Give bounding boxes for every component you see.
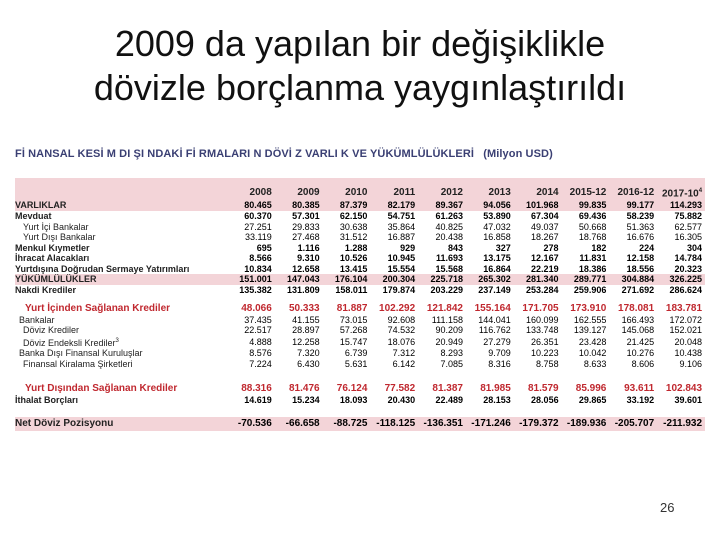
value-cell: 20.048 [674,336,703,347]
value-cell: 15.234 [292,394,320,405]
value-cell: 18.076 [387,336,416,347]
row-label [15,253,227,264]
value-cell: 87.379 [323,200,371,211]
page-number: 26 [660,500,675,515]
table-caption-text: Fİ NANSAL KESİ M DI ŞI NDAKİ Fİ RMALARI N DÖVİ Z VARLI K VE YÜKÜMLÜLÜKLERİ [15,148,475,160]
value-cell: 69.436 [578,210,607,221]
value-cell: 253.284 [526,285,559,296]
row-label [15,395,227,406]
value-cell: 7.224 [249,359,272,370]
value-cell: 16.858 [483,232,511,243]
value-cell: 929 [400,242,416,253]
header-label-cell [15,185,227,200]
value-cell: -211.932 [657,417,705,431]
value-cell: 26.351 [531,336,559,347]
value-cell: 20.949 [435,336,463,347]
value-cell: 18.768 [578,232,607,243]
year-header: 2016-12 [609,185,657,200]
value-cell: 29.833 [292,221,320,232]
value-cell: 9.709 [488,348,511,359]
year-header-row [15,185,705,200]
row-label [15,336,227,349]
value-cell: -118.125 [370,417,418,431]
value-cell: 11.693 [435,253,463,264]
value-cell: -205.707 [609,417,657,431]
value-cell: 37.435 [244,314,272,325]
value-cell: 151.001 [227,274,275,285]
value-cell: 152.021 [669,325,703,336]
value-cell: 15.747 [339,336,368,347]
value-cell: 15.568 [435,263,463,274]
year-header: 2012 [418,185,466,200]
value-cell: 102.843 [665,382,703,394]
row-label-text: Yurt İçinden Sağlanan Krediler [25,302,171,314]
table-row [15,243,705,254]
value-cell: 28.056 [531,394,559,405]
value-cell: 8.606 [631,359,655,370]
row-label-text: Bankalar [19,314,55,325]
value-cell: 178.081 [618,302,655,314]
row-label-text: Döviz Krediler [23,325,80,336]
value-cell: 111.158 [431,314,463,325]
value-cell: 160.099 [526,314,559,325]
value-cell: 101.968 [514,200,562,211]
value-cell: 13.175 [483,253,511,264]
value-cell: 14.784 [674,253,703,264]
value-cell: 18.267 [531,232,559,243]
value-cell: 114.293 [657,200,705,211]
row-label-text: Yurt Dışı Bankalar [23,232,96,243]
value-cell: 259.906 [573,285,607,296]
value-cell: 49.037 [531,221,559,232]
header-band [15,178,705,185]
table-row [15,264,705,275]
value-cell: 20.430 [387,394,416,405]
value-cell: 10.223 [531,348,559,359]
table-row [15,285,705,296]
value-cell: 81.579 [527,382,559,394]
year-header: 2010 [323,185,371,200]
value-cell: 304 [687,242,703,253]
value-cell: 155.164 [474,302,511,314]
row-label [15,315,227,326]
value-cell: 281.340 [514,274,562,285]
table-row [15,315,705,326]
value-cell: -66.658 [275,417,323,431]
value-cell: 90.209 [435,325,463,336]
value-cell: 10.945 [387,253,416,264]
value-cell: 18.093 [339,394,368,405]
value-cell: -171.246 [466,417,514,431]
value-cell: 99.177 [609,200,657,211]
value-cell: 7.085 [440,359,463,370]
row-label [15,243,227,254]
value-cell: 10.834 [244,263,272,274]
value-cell: 144.041 [478,314,511,325]
row-label-text: Nakdi Krediler [15,285,77,296]
value-cell: 27.468 [292,232,320,243]
value-cell: 20.438 [435,232,463,243]
value-cell: 57.301 [292,210,320,221]
table-row [15,417,705,431]
slide-title-line-2: dövizle borçlanma yaygınlaştırıldı [93,67,627,108]
value-cell: 10.042 [578,348,607,359]
value-cell: 48.066 [241,302,272,314]
row-label-text: İhracat Alacakları [15,253,90,264]
year-header: 2014 [514,185,562,200]
value-cell: 81.476 [289,382,320,394]
value-cell: 80.385 [275,200,323,211]
row-label-text: Yurt İçi Bankalar [23,221,89,232]
spacer [15,405,705,417]
value-cell: 39.601 [674,394,703,405]
value-cell: 237.149 [478,285,511,296]
table-caption [15,148,715,160]
value-cell: 22.489 [435,394,463,405]
value-cell: 183.781 [665,302,703,314]
value-cell: 92.608 [387,314,416,325]
row-label-text: Banka Dışı Finansal Kuruluşlar [19,348,143,359]
value-cell: 13.415 [339,263,368,274]
value-cell: 54.751 [387,210,416,221]
value-cell: 15.554 [387,263,416,274]
value-cell: 8.316 [488,359,511,370]
table-unit: (Milyon USD) [483,148,553,160]
value-cell: 30.638 [339,221,368,232]
table-row [15,253,705,264]
row-label [15,348,227,359]
row-label-text: Yurtdışına Doğrudan Sermaye Yatırımları [15,263,190,274]
value-cell: 121.842 [426,302,463,314]
value-cell: 7.320 [297,348,320,359]
row-label [15,382,227,395]
value-cell: 147.043 [275,274,323,285]
row-label-text: İthalat Borçları [15,394,79,405]
year-header: 2013 [466,185,514,200]
value-cell: 33.192 [626,394,655,405]
table-row [15,382,705,395]
value-cell: 88.316 [241,382,272,394]
value-cell: 77.582 [384,382,416,394]
value-cell: 33.119 [244,232,272,243]
value-cell: -189.936 [562,417,610,431]
value-cell: 176.104 [323,274,371,285]
row-label [15,211,227,222]
value-cell: 50.333 [289,302,320,314]
value-cell: 10.276 [626,348,655,359]
value-cell: 29.865 [578,394,607,405]
value-cell: -70.536 [227,417,275,431]
table-row [15,232,705,243]
value-cell: -88.725 [323,417,371,431]
value-cell: 12.167 [531,253,559,264]
table-row [15,336,705,349]
table-row [15,222,705,233]
value-cell: -179.372 [514,417,562,431]
row-label [15,325,227,336]
value-cell: 21.425 [626,336,655,347]
value-cell: 6.430 [297,359,320,370]
value-cell: 225.718 [418,274,466,285]
value-cell: 6.739 [344,348,368,359]
value-cell: 82.179 [370,200,418,211]
table-row [15,359,705,370]
value-cell: 1.288 [344,242,368,253]
value-cell: 22.219 [531,263,559,274]
value-cell: 47.032 [483,221,511,232]
year-header: 2015-12 [562,185,610,200]
value-cell: 75.882 [674,210,703,221]
value-cell: 50.668 [578,221,607,232]
table-row [15,302,705,315]
value-cell: 9.106 [679,359,703,370]
slide-title-line-1: 2009 da yapılan bir değişiklikle [114,23,606,64]
value-cell: 224 [639,242,655,253]
row-label [15,417,227,431]
value-cell: 10.438 [674,348,703,359]
value-cell: 18.386 [578,263,607,274]
value-cell: 85.996 [575,382,607,394]
value-cell: 81.887 [336,302,368,314]
value-cell: 8.566 [249,253,272,264]
row-label [15,232,227,243]
value-cell: 10.526 [339,253,368,264]
value-cell: 73.015 [339,314,368,325]
value-cell: 53.890 [483,210,511,221]
table-row [15,348,705,359]
value-cell: 12.258 [292,336,320,347]
table-row [15,274,705,285]
value-cell: 695 [256,242,272,253]
value-cell: 166.493 [621,314,655,325]
value-cell: 265.302 [466,274,514,285]
value-cell: 8.576 [249,348,272,359]
table-row [15,200,705,211]
value-cell: 51.363 [626,221,655,232]
value-cell: 304.884 [609,274,657,285]
value-cell: 16.864 [483,263,511,274]
value-cell: 60.370 [244,210,272,221]
row-label-text: Menkul Kıymetler [15,242,90,253]
value-cell: 172.072 [669,314,703,325]
row-label-text: Net Döviz Pozisyonu [15,418,114,430]
value-cell: 31.512 [339,232,368,243]
value-cell: 278 [543,242,559,253]
value-cell: 61.263 [435,210,463,221]
value-cell: 12.158 [626,253,655,264]
value-cell: 843 [447,242,463,253]
value-cell: 62.150 [339,210,368,221]
row-label-text: Mevduat [15,210,52,221]
row-label [15,264,227,275]
value-cell: 28.153 [483,394,511,405]
value-cell: 41.155 [292,314,320,325]
value-cell: 326.225 [657,274,705,285]
value-cell: -136.351 [418,417,466,431]
fx-position-table [15,178,705,431]
value-cell: 14.619 [244,394,272,405]
row-label-note: 3 [115,337,119,344]
value-cell: 27.279 [483,336,511,347]
value-cell: 133.748 [526,325,559,336]
value-cell: 11.831 [579,253,607,264]
table-row [15,395,705,406]
value-cell: 135.382 [239,285,272,296]
value-cell: 89.367 [418,200,466,211]
value-cell: 171.705 [522,302,559,314]
value-cell: 16.305 [674,232,703,243]
value-cell: 8.293 [440,348,463,359]
value-cell: 179.874 [382,285,416,296]
value-cell: 6.142 [392,359,416,370]
value-cell: 1.116 [297,242,320,253]
value-cell: 271.692 [621,285,655,296]
row-label-text: YÜKÜMLÜLÜKLER [15,274,97,285]
value-cell: 131.809 [287,285,320,296]
value-cell: 182 [591,242,607,253]
value-cell: 67.304 [531,210,559,221]
row-label-text: Döviz Endeksli Krediler [23,337,116,348]
row-label-text: Finansal Kiralama Şirketleri [23,359,133,370]
value-cell: 286.624 [669,285,703,296]
value-cell: 58.239 [626,210,655,221]
value-cell: 16.887 [387,232,416,243]
row-label [15,274,227,285]
value-cell: 7.312 [392,348,416,359]
value-cell: 162.555 [573,314,607,325]
value-cell: 28.897 [292,325,320,336]
value-cell: 23.428 [578,336,607,347]
table-row [15,325,705,336]
value-cell: 74.532 [387,325,416,336]
value-cell: 27.251 [244,221,272,232]
value-cell: 40.825 [435,221,463,232]
value-cell: 9.310 [297,253,320,264]
value-cell: 5.631 [344,359,368,370]
value-cell: 81.387 [432,382,463,394]
value-cell: 62.577 [674,221,703,232]
value-cell: 57.268 [339,325,368,336]
value-cell: 173.910 [570,302,607,314]
row-label [15,285,227,296]
table-row [15,211,705,222]
year-header [657,185,705,200]
year-header: 2009 [275,185,323,200]
value-cell: 16.676 [626,232,655,243]
value-cell: 94.056 [466,200,514,211]
value-cell: 139.127 [573,325,607,336]
slide-title [0,22,720,110]
spacer [15,370,705,382]
value-cell: 80.465 [227,200,275,211]
value-cell: 81.985 [480,382,511,394]
value-cell: 102.292 [379,302,416,314]
year-header: 2008 [227,185,275,200]
value-cell: 289.771 [562,274,610,285]
year-header-text: 2017-10 [662,188,699,200]
value-cell: 18.556 [626,263,655,274]
row-label [15,302,227,315]
value-cell: 158.011 [335,285,368,296]
row-label [15,222,227,233]
year-header: 2011 [370,185,418,200]
value-cell: 8.633 [583,359,607,370]
row-label [15,200,227,211]
value-cell: 145.068 [621,325,655,336]
value-cell: 116.762 [478,325,511,336]
value-cell: 20.323 [674,263,703,274]
value-cell: 99.835 [562,200,610,211]
value-cell: 35.864 [387,221,416,232]
value-cell: 4.888 [249,336,272,347]
value-cell: 203.229 [430,285,463,296]
row-label-text: VARLIKLAR [15,200,67,211]
value-cell: 8.758 [536,359,559,370]
value-cell: 200.304 [370,274,418,285]
row-label-text: Yurt Dışından Sağlanan Krediler [25,382,178,394]
row-label [15,359,227,370]
year-header-note: 4 [698,188,703,194]
value-cell: 327 [495,242,511,253]
value-cell: 12.658 [292,263,320,274]
value-cell: 22.517 [244,325,272,336]
value-cell: 93.611 [624,382,655,394]
value-cell: 76.124 [336,382,368,394]
